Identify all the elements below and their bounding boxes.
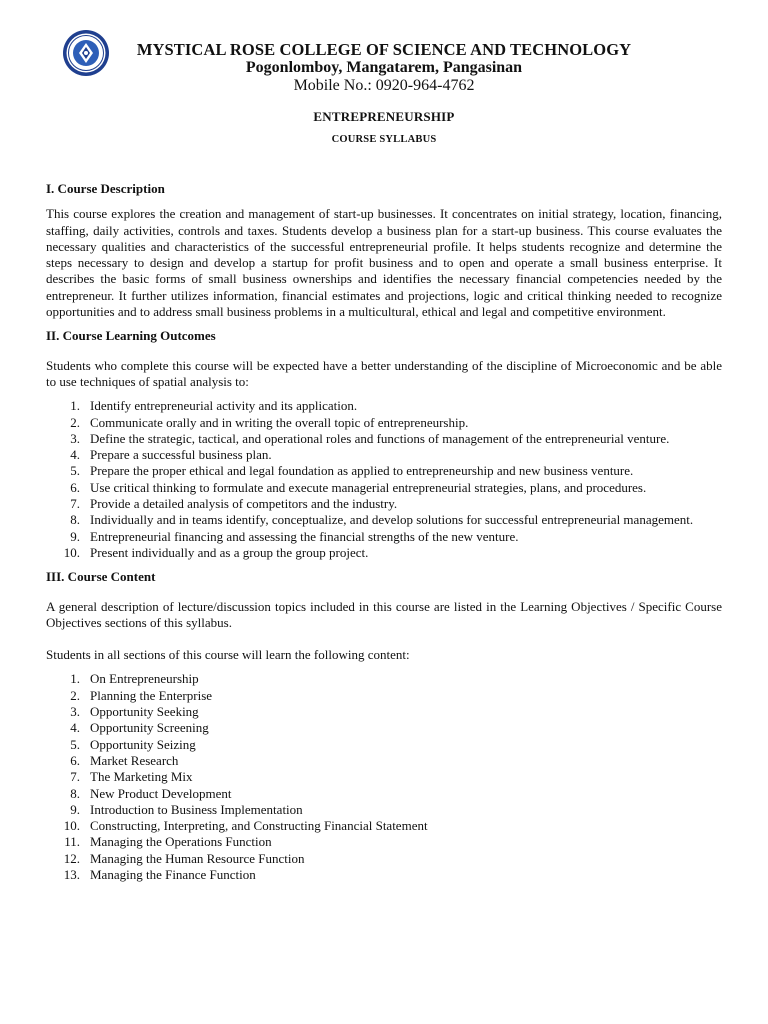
list-item: 7. Provide a detailed analysis of competitors and the industry. (70, 496, 398, 512)
college-address: Pogonlomboy, Mangatarem, Pangasinan (245, 59, 523, 76)
list-item: 4. Opportunity Screening (70, 720, 209, 736)
learning-outcomes-list (46, 398, 722, 561)
syllabus-content (46, 181, 722, 883)
subject-title: ENTREPRENEURSHIP (313, 109, 455, 124)
list-item: 10. Constructing, Interpreting, and Constructing Financial Statement (63, 818, 428, 834)
list-item: 3. Define the strategic, tactical, and operational roles and functions of management of the entrepreneurial venture. (70, 430, 670, 446)
list-item: 12. Managing the Human Resource Function (63, 850, 305, 866)
list-item: 8. New Product Development (70, 785, 232, 801)
list-item: 13. Managing the Finance Function (63, 866, 256, 882)
section-heading-description: I. Course Description (46, 181, 165, 196)
list-item: 1. On Entrepreneurship (70, 671, 199, 687)
list-item: 9. Introduction to Business Implementation (70, 801, 303, 817)
section-heading-outcomes: II. Course Learning Outcomes (46, 328, 216, 344)
list-item: 6. Use critical thinking to formulate and execute managerial entrepreneurial strategies, plans, and procedures. (70, 479, 647, 495)
list-item: 1. Identify entrepreneurial activity and its application. (70, 398, 358, 414)
college-name: MYSTICAL ROSE COLLEGE OF SCIENCE AND TECHNOLOGY (136, 40, 632, 59)
list-item: 2. Communicate orally and in writing the overall topic of entrepreneurship. (70, 414, 469, 430)
list-item: 8. Individually and in teams identify, conceptualize, and develop solutions for successful entrepreneurial management. (70, 512, 694, 528)
section-heading-content: III. Course Content (46, 569, 156, 585)
course-content-list (46, 671, 722, 883)
list-item: 9. Entrepreneurial financing and assessing the financial strengths of the new venture. (70, 528, 519, 544)
list-item: 5. Prepare the proper ethical and legal foundation as applied to entrepreneurship and new business venture. (70, 463, 634, 479)
list-item: 4. Prepare a successful business plan. (70, 447, 272, 463)
outcomes-intro-text: Students who complete this course will be expected have a better understanding of the discipline of Microeconomic and be able to use techniques of spatial analysis to: (46, 357, 722, 389)
list-item: 6. Market Research (70, 752, 179, 768)
list-item: 7. The Marketing Mix (70, 769, 193, 785)
list-item: 3. Opportunity Seeking (70, 704, 199, 720)
content-intro-text: A general description of lecture/discussion topics included in this course are listed in the Learning Objectives / Specific Course Objectives sections of this syllabus. (46, 598, 722, 630)
list-item: 2. Planning the Enterprise (70, 687, 213, 703)
college-mobile: Mobile No.: 0920-964-4762 (293, 77, 475, 94)
list-item: 10. Present individually and as a group the group project. (63, 544, 369, 560)
course-description-text: This course explores the creation and management of start-up businesses. It concentrates on initial strategy, location, financing, staffing, daily activities, controls and taxes. Students develop a business plan for a start-up business. This course evaluates the necessary qualities and characteristics of the successful entrepreneurial profile. It helps students recognize and determine the steps necessary to design and develop a startup for profit business and to open and operate a small business enterprise. It describes the basic forms of small business ownerships and identifies the necessary financial competencies needed by the entrepreneur. It further utilizes information, financial estimates and projections, logic and critical thinking needed to recognize opportunities and to address small business problems in a multicultural, ethical and legal and competitive environment. (46, 206, 722, 320)
list-item: 11. Managing the Operations Function (64, 834, 272, 850)
content-lead-text: Students in all sections of this course will learn the following content: (46, 647, 410, 663)
document-type: COURSE SYLLABUS (331, 134, 437, 145)
list-item: 5. Opportunity Seizing (70, 736, 196, 752)
